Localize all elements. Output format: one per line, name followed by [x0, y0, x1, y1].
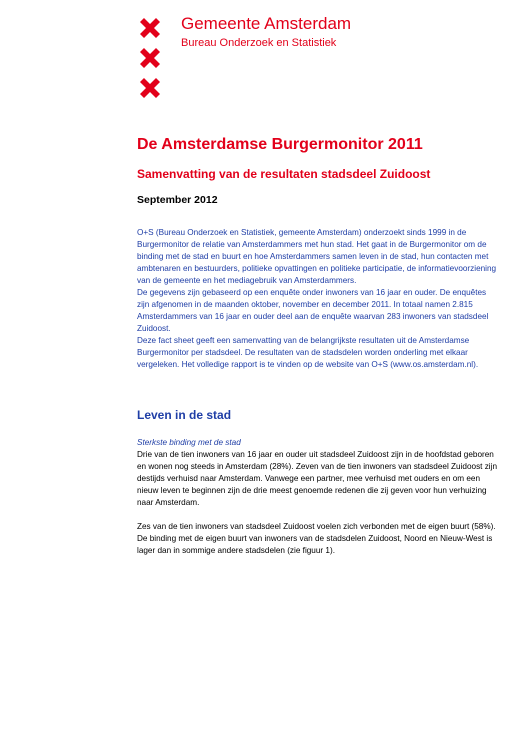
department-name: Bureau Onderzoek en Statistiek	[181, 37, 337, 49]
document-date: September 2012	[137, 194, 218, 206]
document-subtitle: Samenvatting van de resultaten stadsdeel Zuidoost	[137, 167, 431, 181]
amsterdam-xxx-logo	[137, 15, 163, 105]
organization-name: Gemeente Amsterdam	[181, 14, 352, 33]
cross-icon	[137, 15, 163, 41]
section-subheading: Sterkste binding met de stad	[137, 438, 241, 447]
cross-icon	[137, 45, 163, 71]
section-heading: Leven in de stad	[137, 408, 232, 422]
intro-paragraph: Deze fact sheet geeft een samenvatting van de belangrijkste resultaten uit de Amsterdamse Burgermonitor per stadsdeel. De resultaten van de stadsdelen worden onderling met elkaar vergeleken. Het volledige rapport is te vinden op de website van O+S (www.os.amsterdam.nl).	[137, 336, 479, 369]
body-paragraph: Drie van de tien inwoners van 16 jaar en ouder uit stadsdeel Zuidoost zijn in de hoofdstad geboren en wonen nog steeds in Amsterdam (28%). Zeven van de tien inwoners van stadsdeel Zuidoost zijn destijds verhuisd naar Amsterdam. Vanwege een partner, mee verhuisd met ouders en om een nieuw leven te beginnen zijn de drie meest genoemde redenen die zij geven voor hun verhuizing naar Amsterdam.	[137, 450, 497, 507]
intro-paragraph: O+S (Bureau Onderzoek en Statistiek, gemeente Amsterdam) onderzoekt sinds 1999 in de Burgermonitor de relatie van Amsterdammers met hun stad. Het gaat in de Burgermonitor om de binding met de stad en buurt en hoe Amsterdammers samen leven in de stad, hun contacten met ambtenaren en bestuurders, politieke opvattingen en politieke participatie, de informatievoorziening van de gemeente en het mediagebruik van Amsterdammers.	[137, 228, 497, 285]
cross-icon	[137, 75, 163, 101]
body-paragraph: Zes van de tien inwoners van stadsdeel Zuidoost voelen zich verbonden met de eigen buurt (58%). De binding met de eigen buurt van inwoners van de stadsdelen Zuidoost, Noord en Nieuw-West is lager dan in sommige andere stadsdelen (zie figuur 1).	[137, 522, 496, 555]
section-body	[137, 437, 503, 557]
intro-text	[137, 227, 498, 371]
document-title: De Amsterdamse Burgermonitor 2011	[137, 136, 423, 153]
intro-paragraph: De gegevens zijn gebaseerd op een enquête onder inwoners van 16 jaar en ouder. De enquêtes zijn afgenomen in de maanden oktober, november en december 2011. In totaal namen 2.815 Amsterdammers van 16 jaar en ouder deel aan de enquête waarvan 283 inwoners van stadsdeel Zuidoost.	[137, 288, 489, 333]
organization-header	[181, 14, 351, 50]
